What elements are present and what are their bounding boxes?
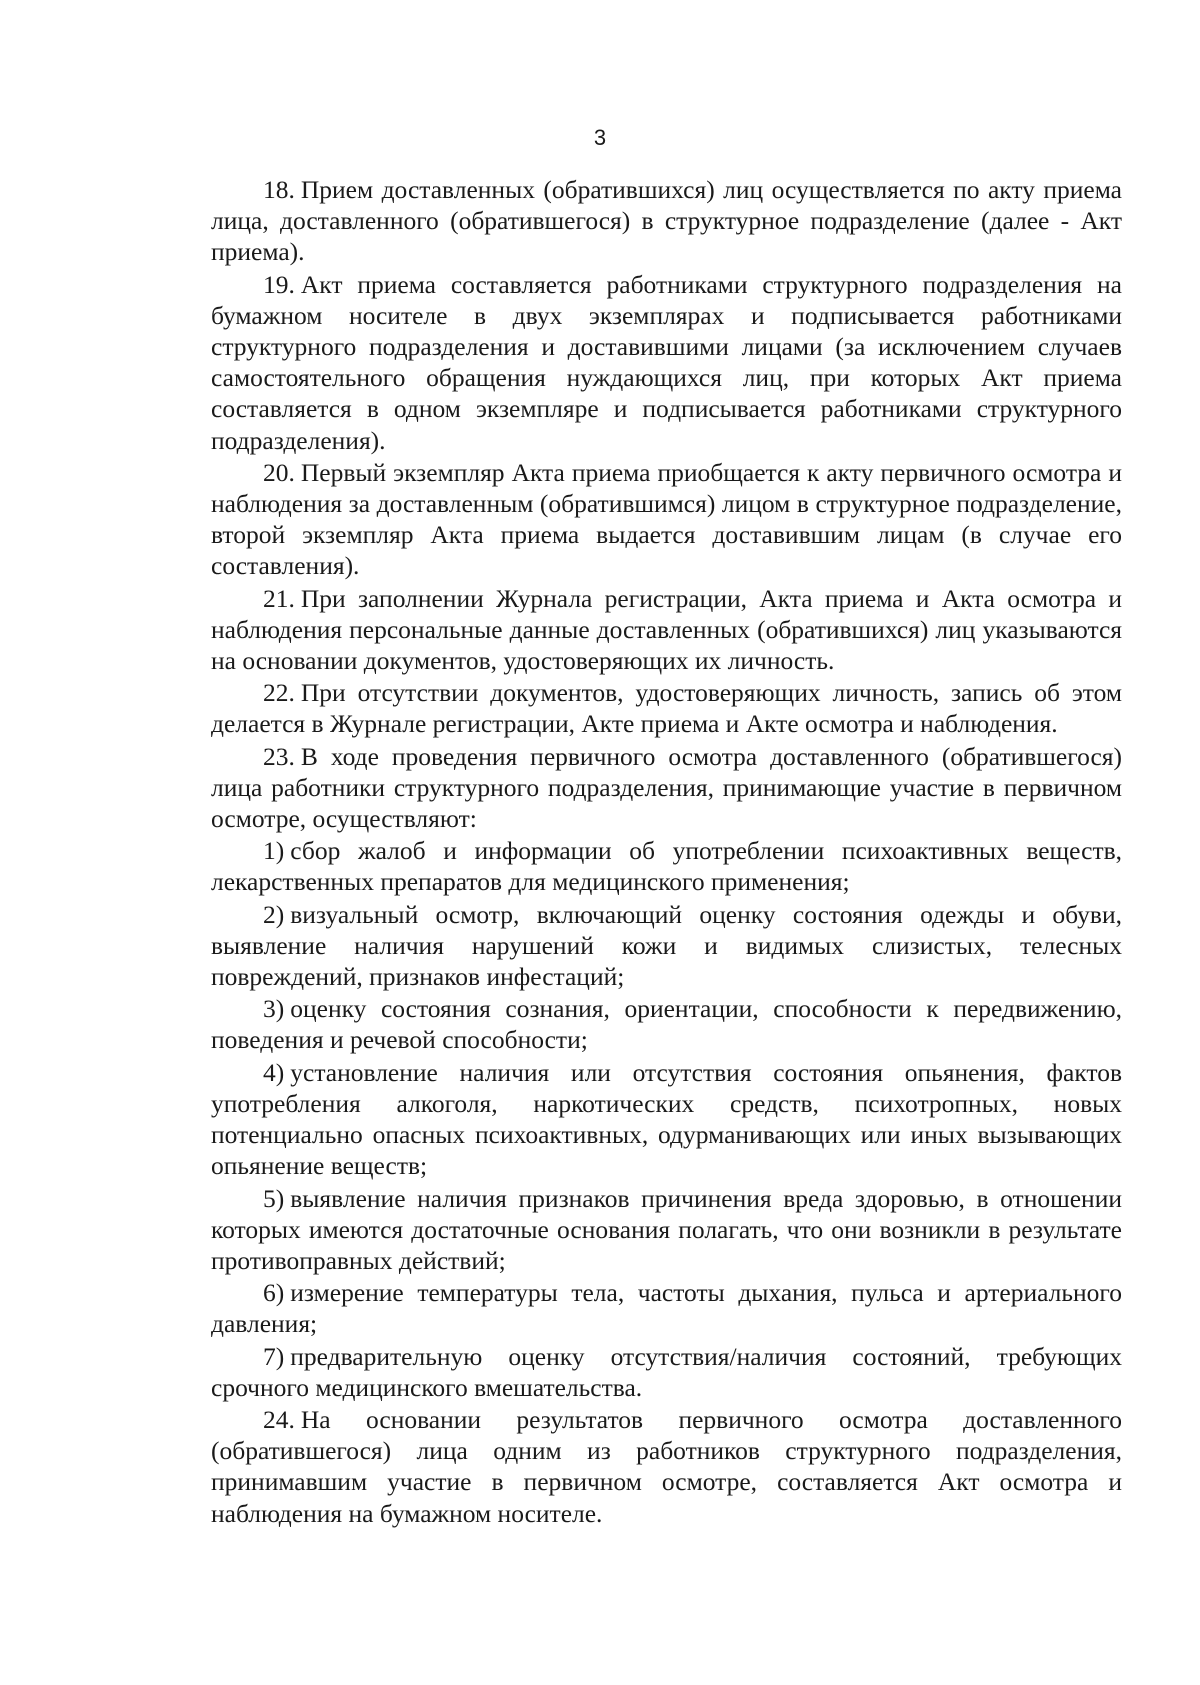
paragraph-text: Акт приема составляется работниками структурного подразделения на бумажном носителе в двух экземплярах и подписывается работниками структурного подразделения и доставившими лицами (за исключением случаев самостоятельного обращения нуждающихся лиц, при которых Акт приема составляется в одном экземпляре и подписывается работниками структурного подразделения). [211, 269, 1122, 455]
list-item-number: 5) [263, 1183, 285, 1213]
list-item-number: 3) [263, 994, 285, 1024]
paragraph-19 [211, 269, 1122, 456]
paragraph-number: 19. [263, 269, 295, 299]
paragraph-22 [211, 677, 1122, 739]
paragraph-number: 18. [263, 175, 295, 204]
paragraph-text: В ходе проведения первичного осмотра доставленного (обратившегося) лица работники структурного подразделения, принимающие участие в первичном осмотре, осуществляют: [211, 741, 1122, 834]
list-item-number: 1) [263, 836, 285, 866]
paragraph-24 [211, 1404, 1122, 1529]
paragraph-21 [211, 583, 1122, 677]
list-item-number: 7) [263, 1341, 285, 1371]
paragraph-text: При отсутствии документов, удостоверяющих личность, запись об этом делается в Журнале регистрации, Акте приема и Акте осмотра и наблюдения. [211, 678, 1122, 739]
document-body [211, 174, 1122, 1530]
paragraph-text: Прием доставленных (обратившихся) лиц осуществляется по акту приема лица, доставленного (обратившегося) в структурное подразделение (далее - Акт приема). [211, 175, 1122, 267]
list-item-text: измерение температуры тела, частоты дыхания, пульса и артериального давления; [211, 1278, 1122, 1339]
paragraph-number: 20. [263, 457, 295, 487]
paragraph-20 [211, 457, 1122, 582]
paragraph-23 [211, 741, 1122, 835]
list-item-text: оценку состояния сознания, ориентации, способности к передвижению, поведения и речевой способности; [211, 994, 1122, 1055]
paragraph-text: Первый экземпляр Акта приема приобщается к акту первичного осмотра и наблюдения за доставленным (обратившимся) лицом в структурное подразделение, второй экземпляр Акта приема выдается доставившим лицам (в случае его составления). [211, 457, 1122, 581]
paragraph-number: 22. [263, 678, 295, 708]
paragraph-text: На основании результатов первичного осмотра доставленного (обратившегося) лица одним из работников структурного подразделения, принимавшим участие в первичном осмотре, составляется Акт осмотра и наблюдения на бумажном носителе. [211, 1404, 1122, 1528]
paragraph-number: 23. [263, 741, 295, 771]
list-item-6 [211, 1277, 1122, 1339]
list-item-text: выявление наличия признаков причинения вреда здоровью, в отношении которых имеются достаточные основания полагать, что они возникли в результате противоправных действий; [211, 1183, 1122, 1275]
list-item-4 [211, 1057, 1122, 1182]
list-item-3 [211, 993, 1122, 1055]
list-item-1 [211, 835, 1122, 897]
paragraph-18 [211, 174, 1122, 268]
list-item-number: 2) [263, 899, 285, 929]
list-item-text: визуальный осмотр, включающий оценку состояния одежды и обуви, выявление наличия нарушений кожи и видимых слизистых, телесных повреждений, признаков инфестаций; [211, 899, 1122, 992]
list-item-text: установление наличия или отсутствия состояния опьянения, фактов употребления алкоголя, наркотических средств, психотропных, новых потенциально опасных психоактивных, одурманивающих или иных вызывающих опьянение веществ; [211, 1057, 1122, 1181]
list-item-text: предварительную оценку отсутствия/наличия состояний, требующих срочного медицинского вмешательства. [211, 1341, 1122, 1402]
list-item-2 [211, 899, 1122, 993]
list-item-7 [211, 1341, 1122, 1403]
list-item-5 [211, 1183, 1122, 1277]
paragraph-number: 24. [263, 1404, 295, 1434]
list-item-number: 6) [263, 1278, 285, 1308]
list-item-number: 4) [263, 1057, 285, 1087]
paragraph-text: При заполнении Журнала регистрации, Акта приема и Акта осмотра и наблюдения персональные данные доставленных (обратившихся) лиц указываются на основании документов, удостоверяющих их личность. [211, 583, 1122, 676]
list-item-text: сбор жалоб и информации об употреблении психоактивных веществ, лекарственных препаратов для медицинского применения; [211, 836, 1122, 897]
page-number: 3 [593, 125, 607, 150]
paragraph-number: 21. [263, 583, 295, 613]
